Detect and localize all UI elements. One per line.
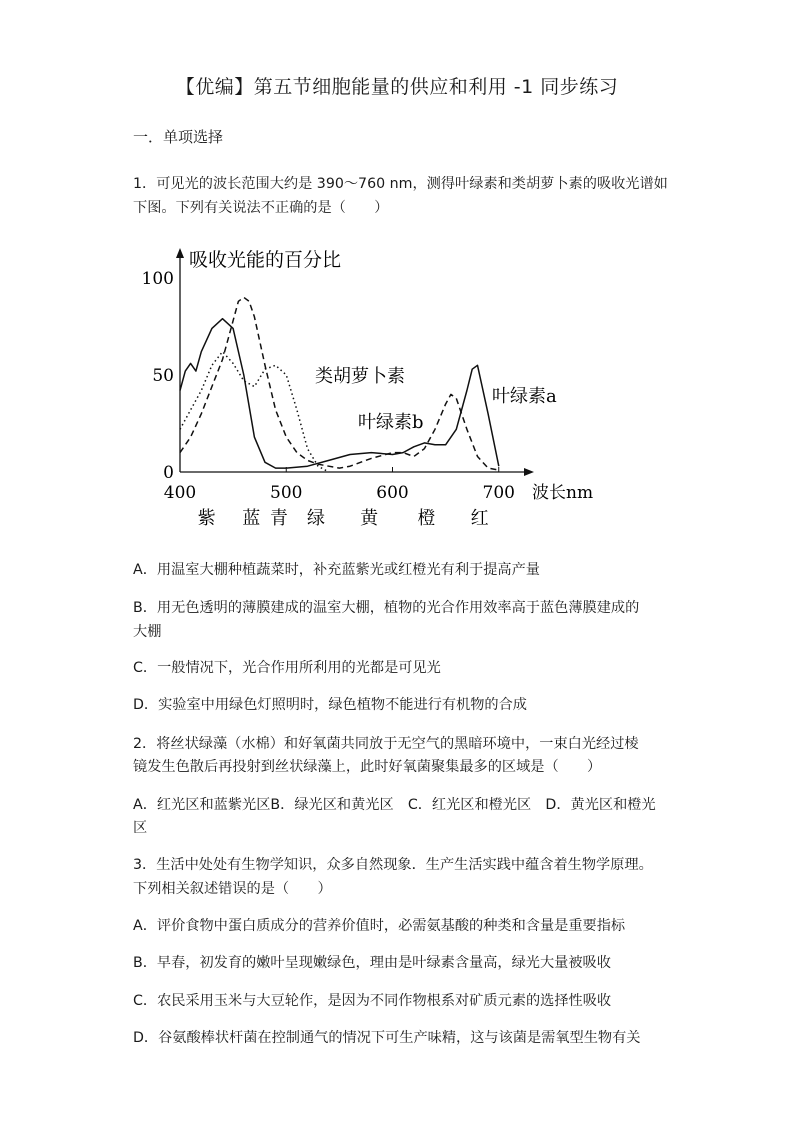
spectrum-color-label: 绿 [307, 508, 325, 529]
q3-stem-line2: 下列相关叙述错误的是（ ） [133, 881, 332, 897]
x-tick-label: 500 [270, 483, 303, 503]
x-axis-label: 波长nm [532, 483, 594, 503]
spectrum-color-label: 蓝 [242, 508, 261, 529]
series-name-label: 叶绿素b [358, 412, 424, 433]
y-axis-arrow [176, 248, 184, 258]
series-name-label: 类胡萝卜素 [315, 366, 405, 387]
spectrum-color-label: 红 [470, 508, 489, 529]
y-tick-label: 0 [163, 463, 174, 483]
q3-option-a: A．评价食物中蛋白质成分的营养价值时，必需氨基酸的种类和含量是重要指标 [133, 918, 626, 934]
series-name-label: 叶绿素a [492, 386, 557, 407]
q1-option-c: C．一般情况下，光合作用所利用的光都是可见光 [133, 660, 441, 676]
q1-stem-line2: 下图。下列有关说法不正确的是（ ） [133, 200, 389, 216]
q1-option-b-line2: 大棚 [133, 624, 162, 640]
q1-option-d: D．实验室中用绿色灯照明时，绿色植物不能进行有机物的合成 [133, 697, 527, 713]
q2-stem-line2: 镜发生色散后再投射到丝状绿藻上，此时好氧菌聚集最多的区域是（ ） [133, 759, 602, 775]
x-axis-arrow [524, 468, 534, 476]
chart-labels [142, 249, 594, 529]
q1-option-a: A．用温室大棚种植蔬菜时，补充蓝紫光或红橙光有利于提高产量 [133, 562, 540, 578]
spectrum-color-label: 青 [269, 508, 288, 529]
x-tick-label: 600 [376, 483, 409, 503]
chart-axes [176, 248, 534, 476]
spectrum-color-label: 紫 [197, 508, 216, 529]
spectrum-color-label: 黄 [360, 508, 379, 529]
q3-option-c: C．农民采用玉米与大豆轮作，是因为不同作物根系对矿质元素的选择性吸收 [133, 993, 612, 1009]
spectrum-color-label: 橙 [417, 508, 436, 529]
absorption-spectrum-chart [140, 240, 610, 534]
q1-stem-line1: 1．可见光的波长范围大约是 390～760 nm，测得叶绿素和类胡萝卜素的吸收光谱如 [133, 176, 668, 192]
page-title: 【优编】第五节细胞能量的供应和利用 -1 同步练习 [175, 76, 619, 98]
q2-stem-line1: 2．将丝状绿藻（水棉）和好氧菌共同放于无空气的黑暗环境中，一束白光经过棱 [133, 736, 639, 752]
y-axis-label: 吸收光能的百分比 [189, 249, 342, 271]
q3-option-b: B．早春，初发育的嫩叶呈现嫩绿色，理由是叶绿素含量高，绿光大量被吸收 [133, 955, 611, 971]
q2-options-line1: A．红光区和蓝紫光区B．绿光区和黄光区 C．红光区和橙光区 D．黄光区和橙光 [133, 797, 656, 813]
section-heading: 一．单项选择 [133, 128, 224, 146]
q3-option-d: D．谷氨酸棒状杆菌在控制通气的情况下可生产味精，这与该菌是需氧型生物有关 [133, 1030, 641, 1046]
q1-option-b-line1: B．用无色透明的薄膜建成的温室大棚，植物的光合作用效率高于蓝色薄膜建成的 [133, 600, 640, 616]
x-tick-label: 400 [163, 483, 197, 503]
x-tick-label: 700 [482, 483, 515, 503]
chart-svg [140, 240, 610, 530]
y-tick-label: 50 [152, 366, 174, 386]
q2-options-line2: 区 [133, 820, 148, 836]
q3-stem-line1: 3．生活中处处有生物学知识，众多自然现象．生产生活实践中蕴含着生物学原理。 [133, 857, 653, 873]
y-tick-label: 100 [141, 269, 174, 289]
series-line [180, 352, 329, 472]
